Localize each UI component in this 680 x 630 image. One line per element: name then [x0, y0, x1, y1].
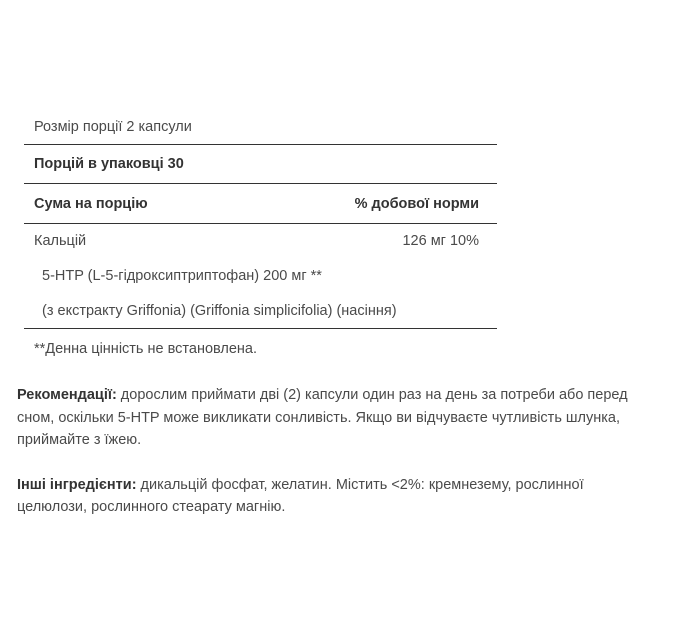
recommendations-label: Рекомендації: [17, 387, 117, 403]
amount-per-serving-header: Сума на порцію [34, 196, 148, 212]
daily-value-header: % добової норми [354, 196, 479, 212]
other-ingredients-text: дикальцій фосфат, желатин. Містить <2%: кремнезему, рослинної целюлози, рослинного стеарату магнію. [17, 476, 584, 515]
recommendations-paragraph [17, 384, 657, 452]
serving-size: Розмір порції 2 капсули [24, 110, 497, 145]
nutrient-amount: 126 мг 10% [402, 233, 479, 249]
table-row [24, 224, 497, 259]
ingredient-line: 5-HTP (L-5-гідроксиптриптофан) 200 мг ** [42, 268, 322, 284]
nutrient-name: Кальцій [34, 233, 87, 249]
recommendations-text: дорослим приймати дві (2) капсули один раз на день за потреби або перед сном, оскільки 5-HTP може викликати сонливість. Якщо ви відчуваєте чутливість шлунка, приймайте з їжею. [17, 387, 628, 448]
other-ingredients-paragraph [17, 474, 657, 519]
other-ingredients-label: Інші інгредієнти: [17, 476, 137, 493]
footnote: **Денна цінність не встановлена. [34, 341, 258, 357]
table-header [24, 184, 497, 224]
servings-per-container: Порцій в упаковці 30 [24, 145, 497, 184]
supplement-facts-table [24, 110, 497, 369]
product-info [17, 384, 657, 541]
ingredient-source-line: (з екстракту Griffonia) (Griffonia simplicifolia) (насіння) [24, 294, 497, 329]
